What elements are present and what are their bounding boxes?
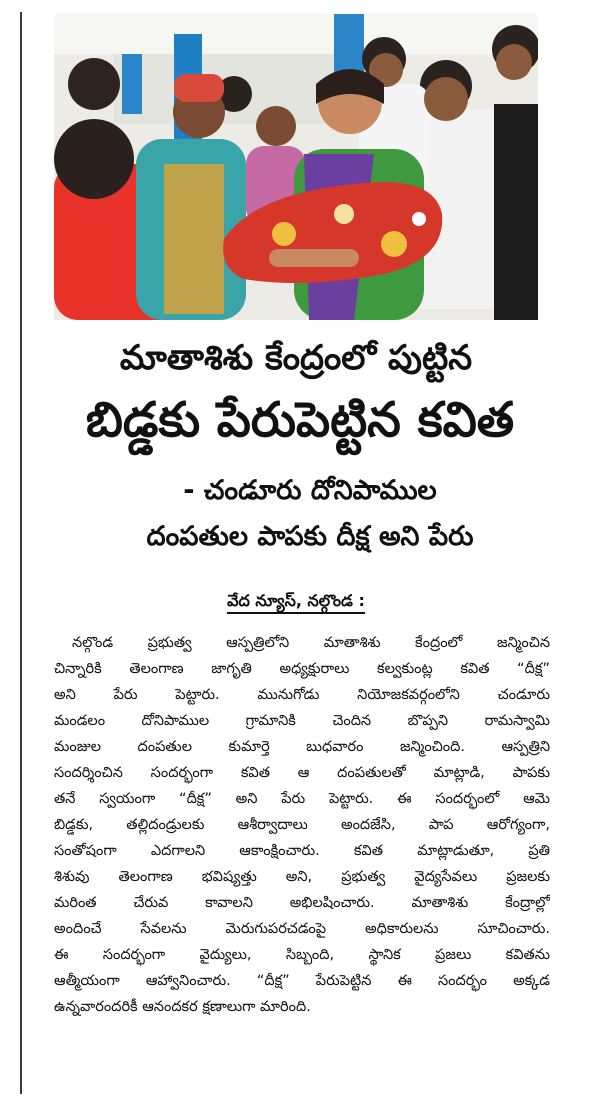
body-line: మంజుల దంపతుల కుమార్తె బుధవారం జన్మించింది. ఆస్పత్రిని xyxy=(54,739,550,755)
body-line: ఈ సందర్భంగా వైద్యులు, సిబ్బంది, స్థానిక ప్రజలు కవితను xyxy=(54,947,550,963)
subheadline-line-1: - చండూరు దోనిపాముల xyxy=(183,475,437,506)
body-line: మరింత చేరువ కావాలని అభిలషించారు. మాతాశిశు కేంద్రాల్లో xyxy=(54,895,550,911)
body-line: అందించే సేవలను మెరుగుపరచడంపై అధికారులను సూచించారు. xyxy=(54,921,550,937)
body-line: ఆత్మీయంగా ఆహ్వానించారు. “దీక్ష” పేరుపెట్టిన ఈ సందర్భం అక్కడ xyxy=(54,973,550,989)
subheadline-line-2: దంపతుల పాపకు దీక్ష అని పేరు xyxy=(146,521,474,552)
dateline xyxy=(54,590,538,612)
body-line: చిన్నారికి తెలంగాణ జాగృతి అధ్యక్షురాలు కల్వకుంట్ల కవిత “దీక్ష” xyxy=(54,661,550,677)
body-line: తనే స్వయంగా “దీక్ష” అని పేరు పెట్టారు. ఈ సందర్భంలో ఆమె xyxy=(54,791,550,807)
body-line: మండలం దోనిపాముల గ్రామానికి చెందిన బొప్పని రామస్వామి xyxy=(54,713,550,729)
body-line: సంతోషంగా ఎదగాలని ఆకాంక్షించారు. కవిత మాట్లాడుతూ, ప్రతి xyxy=(54,843,550,859)
article-body xyxy=(54,630,550,1020)
photo-illustration xyxy=(54,14,538,320)
body-line: ఉన్నవారందరికీ ఆనందకర క్షణాలుగా మారింది. xyxy=(54,999,311,1015)
news-photo xyxy=(54,14,538,320)
dateline-text: వేద న్యూస్, నల్గొండ : xyxy=(227,591,365,614)
body-line: బిడ్డకు, తల్లిదండ్రులకు ఆశీర్వాదాలు అందజేసి, పాప ఆరోగ్యంగా, xyxy=(54,817,550,833)
headline-line-2: బిడ్డకు పేరుపెట్టిన కవిత xyxy=(85,392,515,448)
body-line: సందర్శించిన సందర్భంగా కవిత ఆ దంపతులతో మాట్లాడి, పాపకు xyxy=(54,765,550,781)
left-column-rule xyxy=(20,12,22,1094)
headline-line-1: మాతాశిశు కేంద్రంలో పుట్టిన xyxy=(119,338,473,378)
body-line: శిశువు తెలంగాణ భవిష్యత్తు అని, ప్రభుత్వ వైద్యసేవలు ప్రజలకు xyxy=(54,869,550,885)
body-line: నల్గొండ ప్రభుత్వ ఆస్పత్రిలోని మాతాశిశు కేంద్రంలో జన్మించిన xyxy=(72,635,550,651)
body-line: అని పేరు పెట్టారు. మునుగోడు నియోజకవర్గంలోని చండూరు xyxy=(54,687,550,703)
